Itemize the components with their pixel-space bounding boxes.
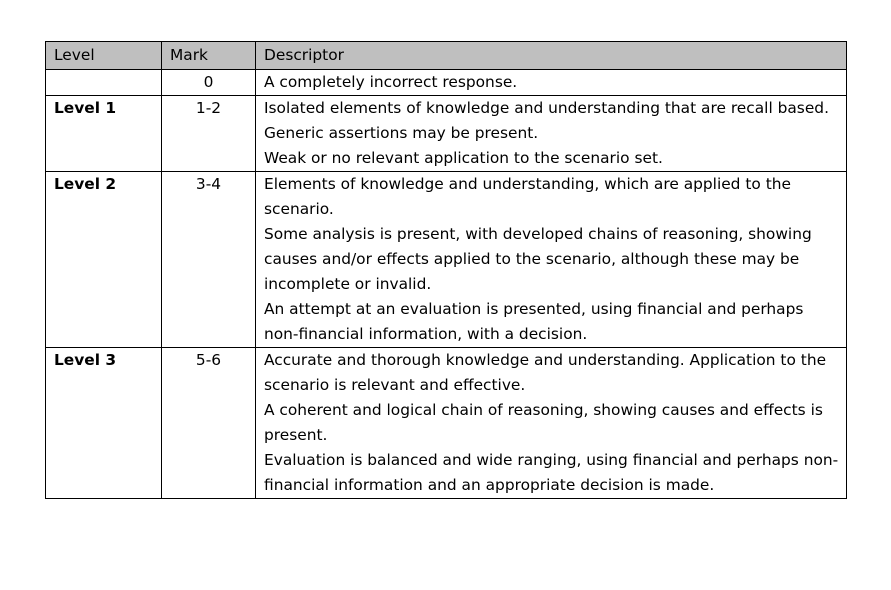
- table-row: [46, 70, 847, 96]
- level-cell: Level 3: [46, 348, 162, 499]
- level-cell: Level 2: [46, 172, 162, 348]
- mark-cell: 3-4: [162, 172, 256, 348]
- descriptor-cell: [256, 96, 847, 172]
- descriptor-line: Weak or no relevant application to the scenario set.: [264, 149, 663, 167]
- descriptor-line: Elements of knowledge and understanding, which are applied to the scenario.: [264, 175, 791, 218]
- table-row: [46, 172, 847, 348]
- descriptor-line: A coherent and logical chain of reasoning, showing causes and effects is present.: [264, 401, 823, 444]
- mark-cell: 5-6: [162, 348, 256, 499]
- level-cell: [46, 70, 162, 96]
- descriptor-line: Accurate and thorough knowledge and understanding. Application to the scenario is relevant and effective.: [264, 351, 827, 394]
- descriptor-cell: [256, 348, 847, 499]
- descriptor-line: A completely incorrect response.: [264, 73, 518, 91]
- descriptor-line: Some analysis is present, with developed chains of reasoning, showing causes and/or effects applied to the scenario, although these may be incomplete or invalid.: [264, 225, 812, 293]
- table-row: [46, 348, 847, 499]
- table-row: [46, 96, 847, 172]
- table-header-row: [46, 42, 847, 70]
- mark-scheme-sheet: [45, 41, 846, 499]
- mark-cell: 0: [162, 70, 256, 96]
- header-level: Level: [46, 42, 162, 70]
- descriptor-line: Evaluation is balanced and wide ranging, using financial and perhaps non-financial information and an appropriate decision is made.: [264, 451, 839, 494]
- descriptor-cell: [256, 70, 847, 96]
- descriptor-line: An attempt at an evaluation is presented, using financial and perhaps non-financial information, with a decision.: [264, 300, 804, 343]
- header-descriptor: Descriptor: [256, 42, 847, 70]
- mark-cell: 1-2: [162, 96, 256, 172]
- descriptor-cell: [256, 172, 847, 348]
- descriptor-line: Isolated elements of knowledge and understanding that are recall based.: [264, 99, 829, 117]
- header-mark: Mark: [162, 42, 256, 70]
- level-cell: Level 1: [46, 96, 162, 172]
- mark-scheme-table: [45, 41, 847, 499]
- descriptor-line: Generic assertions may be present.: [264, 124, 539, 142]
